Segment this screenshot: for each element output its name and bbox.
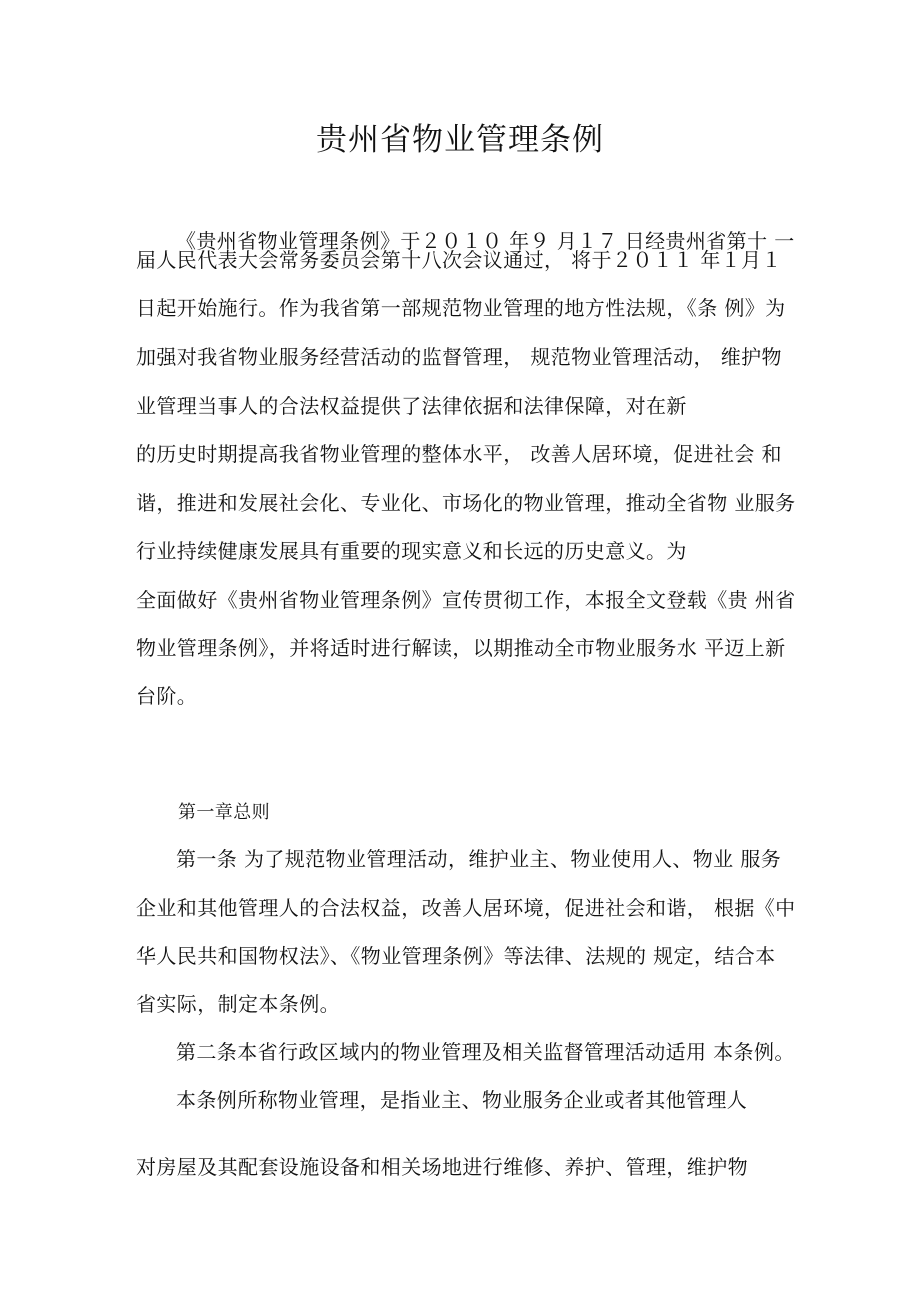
article-2: 第二条本省行政区域内的物业管理及相关监督管理活动适用 本条例。 [176,1040,795,1064]
intro-line: 《贵州省物业管理条例》于２０１０ 年９ 月１７ 日经贵州省第十 一 [176,229,795,253]
intro-line: 业管理当事人的合法权益提供了法律依据和法律保障，对在新 [136,394,687,418]
article-line: 第一条 为了规范物业管理活动，维护业主、物业使用人、物业 服务 [176,847,782,871]
intro-line: 加强对我省物业服务经营活动的监督管理， 规范物业管理活动， 维护物 [136,345,782,369]
document-title: 贵州省物业管理条例 [316,122,604,158]
article-line: 华人民共和国物权法》、《物业管理条例》等法律、法规的 规定，结合本 [136,944,776,968]
intro-line: 行业持续健康发展具有重要的现实意义和长远的历史意义。为 [136,539,687,563]
article-line: 本条例所称物业管理，是指业主、物业服务企业或者其他管理人 [176,1088,748,1112]
intro-line: 日起开始施行。作为我省第一部规范物业管理的地方性法规，《条 例》为 [136,296,786,320]
intro-line: 物业管理条例》，并将适时进行解读，以期推动全市物业服务水 平迈上新 [136,636,786,660]
intro-line: 谐，推进和发展社会化、专业化、市场化的物业管理，推动全省物 业服务 [136,491,796,515]
article-line: 省实际，制定本条例。 [136,992,340,1016]
intro-line: 台阶。 [136,684,198,708]
intro-line: 届人民代表大会常务委员会第十八次会议通过， 将于２０１１ 年１月１ [136,248,782,272]
article-line: 对房屋及其配套设施设备和相关场地进行维修、养护、管理，维护物 [136,1155,748,1179]
chapter-heading: 第一章总则 [178,802,270,823]
intro-line: 全面做好《贵州省物业管理条例》宣传贯彻工作，本报全文登载《贵 州省 [136,588,796,612]
intro-line: 的历史时期提高我省物业管理的整体水平， 改善人居环境，促进社会 和 [136,442,782,466]
article-line: 企业和其他管理人的合法权益，改善人居环境，促进社会和谐， 根据《中 [136,896,796,920]
